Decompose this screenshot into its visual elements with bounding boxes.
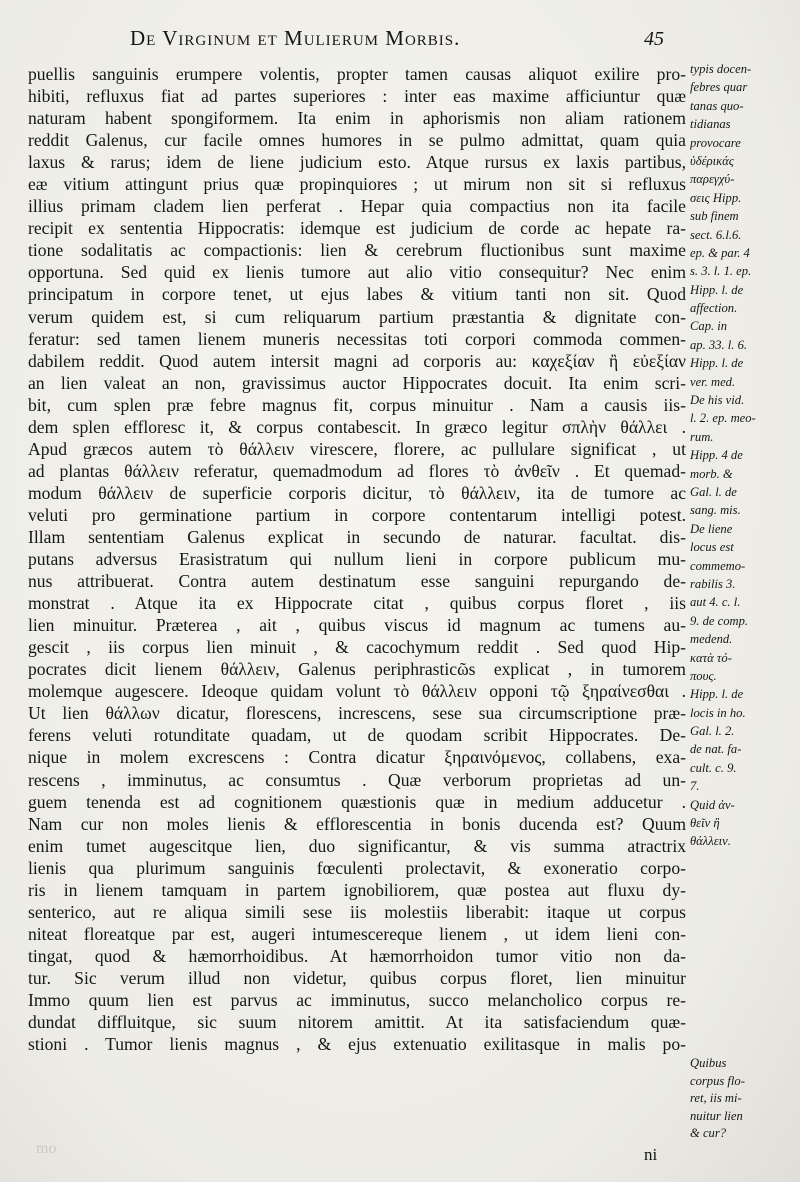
body-line: pocrates dicit lienem θάλλειν, Galenus periphrasticῶs explicat , in tumorem [28, 659, 686, 680]
margin-note-line: provocare [690, 135, 741, 150]
margin-note-line: 9. de comp. [690, 613, 749, 628]
body-line: nique in molem excrescens : Contra dicatur ξηραινόμενος, collabens, exa- [28, 747, 686, 768]
margin-note-line: cult. c. 9. [690, 760, 737, 775]
margin-note-line: commemo- [690, 558, 746, 573]
body-line: molemque augescere. Ideoque quidam volunt τὸ θάλλειν opponi τῷ ξηραίνεσθαι . [28, 681, 686, 702]
margin-note-line: De his vid. [690, 393, 745, 408]
margin-note-line: Cap. in [690, 319, 728, 334]
body-line: illius primam cladem lien perferat . Hepar quia compactius non ita facile [28, 196, 686, 217]
margin-note-line: sect. 6.l.6. [690, 227, 742, 242]
body-line: principatum in corpore tenet, ut ejus labes & vitium tanti non sit. Quod [28, 284, 686, 305]
margin-note-line: πους. [690, 668, 717, 683]
body-line: dabilem reddit. Quod autem intersit magni ad corporis au: καχεξίαν ἢ εὐεξίαν [28, 350, 686, 371]
margin-note-line: Gal. l. de [690, 484, 737, 499]
body-line: tione sodalitatis ac compactionis: lien & cerebrum fluctionibus sunt maxime [28, 240, 686, 261]
body-line: opportuna. Sed quid ex lienis tumore aut alio vitio consequitur? Nec enim [28, 262, 686, 283]
body-line: feratur: sed tamen lienem muneris necessitas toti corpori commoda commen- [28, 328, 686, 349]
margin-note-line: Hipp. l. de [690, 687, 744, 702]
body-line: tingat, quod & hæmorrhoidibus. At hæmorrhoidon tumor vitio non da- [28, 945, 686, 966]
margin-note-line: sub finem [690, 209, 739, 224]
page-number: 45 [644, 28, 664, 50]
body-line: laxus & rarus; idem de liene judicium esto. Atque rursus ex laxis partibus, [28, 152, 686, 173]
body-line: ad plantas θάλλειν referatur, quemadmodum ad flores τὸ ἀνθεῖν . Et quemad- [28, 460, 686, 481]
body-line: lien minuitur. Præterea , ait , quibus viscus id magnum ac tumens au- [28, 615, 686, 636]
body-line: eæ vitium attingunt prius quæ propinquiores ; ut mirum non sit si refluxus [28, 174, 686, 195]
body-line: Illam sententiam Galenus explicat in secundo de naturar. facultat. dis- [28, 526, 686, 547]
margin-note-line: affection. [690, 301, 738, 316]
bleed-through-text: mo [36, 1140, 57, 1157]
margin-note-line: ὑδέρικάς [690, 153, 734, 168]
margin-note-line: Gal. l. 2. [690, 724, 735, 739]
body-line: verum quidem est, si cum reliquarum partium præstantia & dignitate con- [28, 306, 686, 327]
margin-note-line: corpus flo- [690, 1073, 745, 1088]
margin-note-line: θάλλειν. [690, 834, 731, 849]
margin-note-line: Hipp. 4 de [690, 448, 743, 463]
margin-note-line: 7. [690, 779, 700, 794]
body-line: enim tumet augescitque lien, duo significantur, & vis summa atractrix [28, 835, 686, 856]
body-line: reddit Galenus, cur facile omnes humores in se pulmo admittat, quam quia [28, 130, 686, 151]
margin-note-line: aut 4. c. l. [690, 595, 741, 610]
body-line: putans adversus Erasistratum qui nullum lieni in corpore publicum mu- [28, 549, 686, 570]
body-line: Apud græcos autem τὸ θάλλειν virescere, florere, ac pullulare significat , ut [28, 438, 686, 459]
margin-note-line: θεῖν ἢ [690, 816, 720, 831]
margin-note-line: & cur? [690, 1126, 727, 1140]
body-line: dem splen effloresc it, & corpus contabescit. In græco legitur σπλὴν θάλλει . [28, 416, 686, 437]
body-line: ris in lienem tamquam in partem ignobiliorem, quæ postea aut fluxu dy- [28, 879, 686, 900]
body-line: ferens veluti rotunditate quadam, ut de quodam scribit Hippocrates. De- [28, 725, 686, 746]
margin-notes-bottom [690, 1055, 794, 1143]
margin-note-line: ap. 33. l. 6. [690, 337, 748, 352]
margin-note-line: Hipp. l. de [690, 356, 744, 371]
margin-note-line: κατὰ τό- [690, 650, 732, 665]
body-line: senterico, aut re aliqua simili sese iis molestiis liberabit: itaque ut corpus [28, 901, 686, 922]
margin-note-line: ep. & par. 4 [690, 245, 750, 260]
margin-note-line: morb. & [690, 466, 733, 481]
body-line: niteat floreatque par est, augeri intumescereque lienem , ut idem lieni con- [28, 923, 686, 944]
body-line: naturam habent spongiformem. Ita enim in aphorismis non aliam rationem [28, 108, 686, 129]
body-line: puellis sanguinis erumpere volentis, propter tamen causas aliquot exilire pro- [28, 64, 686, 84]
body-line: nus attribuerat. Contra autem destinatum esse sanguini repurgando de- [28, 571, 686, 592]
margin-note-line: de nat. fa- [690, 742, 742, 757]
margin-note-line: nuitur lien [690, 1108, 743, 1123]
body-line: hibiti, refluxus fiat ad partes superiores : inter eas maxime afficiuntur quæ [28, 86, 686, 107]
margin-note-line: locus est [690, 540, 734, 555]
margin-note-line: l. 2. ep. meo- [690, 411, 756, 426]
margin-note-line: medend. [690, 632, 733, 647]
margin-note-line: Quibus [690, 1056, 727, 1070]
margin-note-line: ret, iis mi- [690, 1091, 742, 1105]
body-line: monstrat . Atque ita ex Hippocrate citat , quibus corpus floret , iis [28, 593, 686, 614]
body-line: guem tenenda est ad cognitionem quæstionis quæ in medium adducetur . [28, 791, 686, 812]
margin-note-line: παρεγχύ- [690, 172, 735, 187]
body-line: tur. Sic verum illud non videtur, quibus corpus floret, lien minuitur [28, 967, 686, 988]
margin-note-line: sang. mis. [690, 503, 741, 518]
margin-note-line: locis in ho. [690, 705, 746, 720]
body-line: gescit , iis corpus lien minuit , & cacochymum reddit . Sed quod Hip- [28, 637, 686, 658]
body-line: lienis qua plurimum sanguinis fœculenti prolectavit, & exoneratio corpo- [28, 857, 686, 878]
body-line: an lien valeat an non, gravissimus auctor Hippocrates docuit. Ita enim scri- [28, 372, 686, 393]
body-line: modum θάλλειν de superficie corporis dicitur, τὸ θάλλειν, ita de tumore ac [28, 482, 686, 503]
running-title: De Virginum et Mulierum Morbis. [130, 26, 461, 50]
margin-note-line: febres quar [690, 80, 748, 95]
body-line: Immo quum lien est parvus ac imminutus, succo melancholico corpus re- [28, 989, 686, 1010]
body-line: veluti pro germinatione partium in corpore contentarum intelligi potest. [28, 504, 686, 525]
margin-note-line: tanas quo- [690, 98, 744, 113]
margin-note-line: De liene [690, 521, 733, 536]
body-line: bit, cum splen præ febre magnus fit, corpus minuitur . Nam a causis iis- [28, 394, 686, 415]
margin-note-line: rum. [690, 429, 714, 444]
body-line: dundat diffluitque, sic suum nitorem amittit. At ita satisfaciendum quæ- [28, 1012, 686, 1033]
margin-note-line: rabilis 3. [690, 576, 736, 591]
margin-note-line: s. 3. l. 1. ep. [690, 264, 752, 279]
margin-note-line: tidianas [690, 117, 731, 132]
margin-note-line: typis docen- [690, 62, 752, 76]
catchword: ni [644, 1145, 658, 1164]
margin-note-line: Hipp. l. de [690, 282, 744, 297]
margin-note-line: ver. med. [690, 374, 736, 389]
margin-notes-top [690, 60, 794, 851]
body-line: recipit ex sententia Hippocratis: idemque est judicium de corde ac hepate ra- [28, 218, 686, 239]
body-line: rescens , imminutus, ac consumtus . Quæ verborum proprietas ad un- [28, 769, 686, 790]
body-line: Nam cur non moles lienis & efflorescentia in bonis ducenda est? Quum [28, 813, 686, 834]
margin-note-line: σεις Hipp. [690, 190, 742, 205]
body-line: Ut lien θάλλων dicatur, florescens, increscens, sese sua circumscriptione præ- [28, 703, 686, 724]
body-text [28, 63, 686, 1055]
margin-note-line: Quid ἀν- [690, 797, 735, 812]
body-line: stioni . Tumor lienis magnus , & ejus extenuatio exilitasque in malis po- [28, 1034, 686, 1055]
